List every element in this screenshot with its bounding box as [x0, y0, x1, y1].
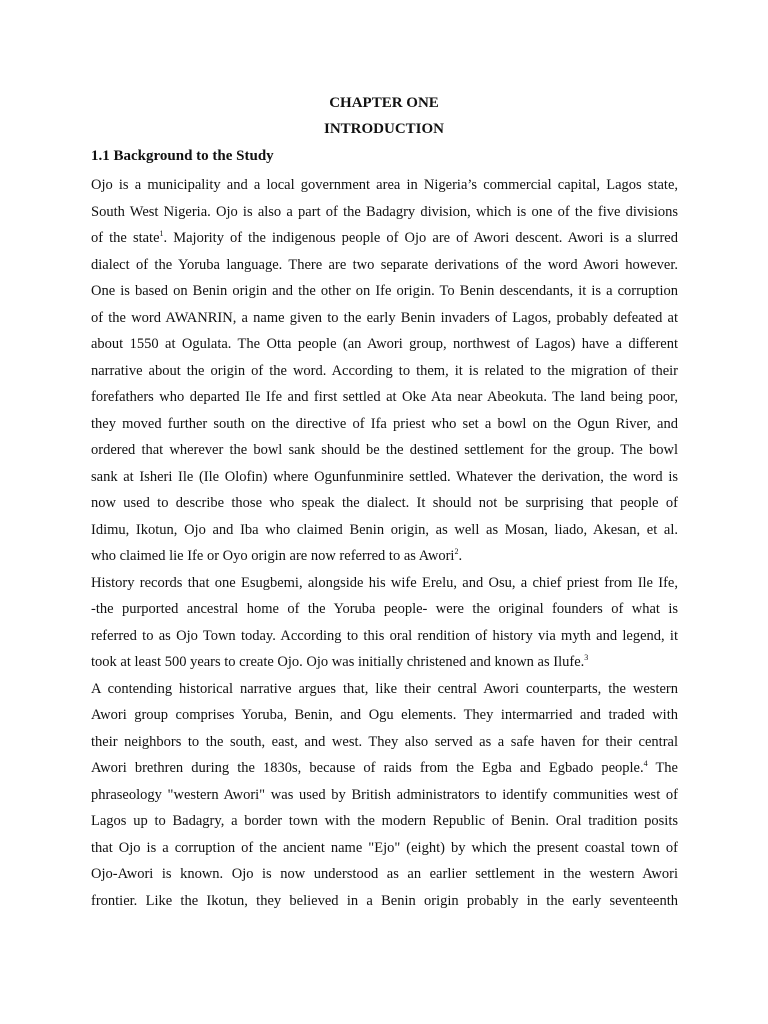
text-line: [91, 570, 678, 597]
text-line: [91, 384, 678, 411]
text-line-content: narrative about the origin of the word. According to them, it is related to the migration of their: [91, 362, 678, 379]
text-line: [91, 702, 678, 729]
text-line: [91, 676, 678, 703]
text-line-content: about 1550 at Ogulata. The Otta people (an Awori group, northwest of Lagos) have a different: [91, 336, 678, 352]
text-line-content: of the state: [91, 230, 160, 246]
text-line-content: -the purported ancestral home of the Yoruba people- were the original founders of what is: [91, 601, 678, 617]
text-line-content: phraseology "western Awori" was used by British administrators to identify communities west of: [91, 786, 678, 803]
text-line: [91, 861, 678, 888]
footnote-marker: 3: [584, 653, 589, 662]
text-line-content: One is based on Benin origin and the other on Ife origin. To Benin descendants, it is a corruption: [91, 283, 678, 299]
text-line-content: ordered that wherever the bowl sank should be the destined settlement for the group. The bowl: [91, 442, 678, 458]
text-line-content: South West Nigeria. Ojo is also a part of the Badagry division, which is one of the five divisions: [91, 203, 678, 220]
text-line: [91, 729, 678, 756]
text-line-content: A contending historical narrative argues that, like their central Awori counterparts, the western: [91, 680, 678, 697]
text-line: [91, 517, 678, 544]
text-line-content: that Ojo is a corruption of the ancient name "Ejo" (eight) by which the present coastal town of: [91, 839, 678, 856]
text-line-content: Awori group comprises Yoruba, Benin, and Ogu elements. They intermarried and traded with: [91, 707, 678, 723]
text-line-content: now used to describe those who speak the dialect. It should not be surprising that people of: [91, 495, 678, 511]
text-line: [91, 808, 678, 835]
text-line: [91, 835, 678, 862]
section-title: INTRODUCTION: [323, 121, 444, 137]
text-line-content: frontier. Like the Ikotun, they believed in a Benin origin probably in the early seventeenth: [91, 892, 678, 909]
text-line: [91, 623, 678, 650]
text-line: [91, 596, 678, 623]
text-line: [91, 199, 678, 226]
text-line-content: History records that one Esugbemi, alongside his wife Erelu, and Osu, a chief priest from Ile Ife,: [91, 574, 678, 591]
text-line-content: dialect of the Yoruba language. There are two separate derivations of the word Awori however.: [91, 256, 678, 273]
text-line-content: Lagos up to Badagry, a border town with the modern Republic of Benin. Oral tradition posits: [91, 813, 678, 829]
text-line-content: took at least 500 years to create Ojo. Ojo was initially christened and known as Ilufe.: [91, 654, 585, 670]
text-line: [91, 172, 678, 199]
chapter-title: CHAPTER ONE: [329, 95, 439, 111]
text-line: [91, 411, 678, 438]
text-line: [91, 305, 678, 332]
body-text: [91, 172, 678, 914]
text-line: [91, 331, 678, 358]
text-line: [91, 649, 678, 676]
footnote-marker: 2: [454, 547, 459, 556]
text-line: [91, 225, 678, 252]
text-line: [91, 464, 678, 491]
text-line: [91, 755, 678, 782]
text-line-content: Idimu, Ikotun, Ojo and Iba who claimed Benin origin, as well as Mosan, liado, Akesan, et al.: [91, 521, 678, 538]
text-line: [91, 437, 678, 464]
text-line-continuation: .: [458, 548, 463, 564]
subsection-title: 1.1 Background to the Study: [91, 148, 274, 164]
text-line: [91, 490, 678, 517]
text-line-continuation: . Majority of the indigenous people of Ojo are of Awori descent. Awori is a slurred: [163, 230, 678, 246]
footnote-marker: 1: [159, 229, 164, 238]
text-line: [91, 543, 678, 570]
text-line: [91, 278, 678, 305]
text-line: [91, 252, 678, 279]
text-line: [91, 358, 678, 385]
text-line-content: Awori brethren during the 1830s, because of raids from the Egba and Egbado people.: [91, 760, 644, 776]
text-line-content: Ojo-Awori is known. Ojo is now understood as an earlier settlement in the western Awori: [91, 866, 678, 882]
text-line-content: their neighbors to the south, east, and west. They also served as a safe haven for their central: [91, 733, 678, 750]
text-line-content: they moved further south on the directive of Ifa priest who set a bowl on the Ogun River, and: [91, 415, 678, 432]
footnote-marker: 4: [643, 759, 648, 768]
text-line-content: forefathers who departed Ile Ife and first settled at Oke Ata near Abeokuta. The land being poor,: [91, 389, 678, 405]
text-line-content: sank at Isheri Ile (Ile Olofin) where Ogunfunminire settled. Whatever the derivation, the word is: [91, 468, 678, 485]
text-line-content: of the word AWANRIN, a name given to the early Benin invaders of Lagos, probably defeated at: [91, 309, 678, 326]
text-line: [91, 782, 678, 809]
text-line-content: Ojo is a municipality and a local government area in Nigeria’s commercial capital, Lagos state,: [91, 177, 678, 193]
text-line-content: who claimed lie Ife or Oyo origin are now referred to as Awori: [91, 548, 455, 564]
text-line-content: referred to as Ojo Town today. According to this oral rendition of history via myth and legend, it: [91, 627, 678, 644]
text-line: [91, 888, 678, 915]
text-line-continuation: The: [647, 760, 678, 776]
